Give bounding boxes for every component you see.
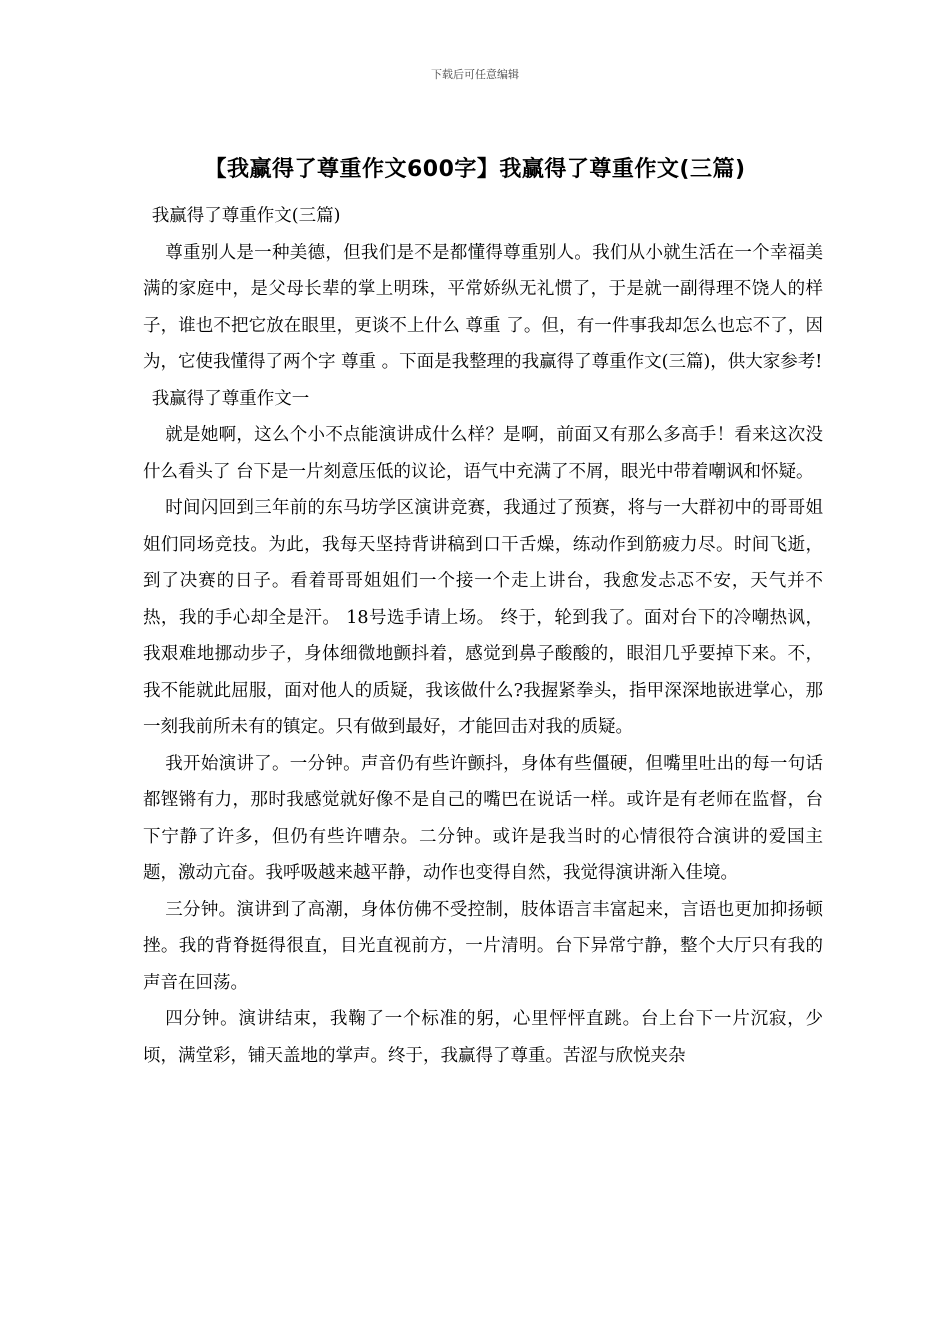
- body-paragraph: 三分钟。演讲到了高潮，身体仿佛不受控制，肢体语言丰富起来，言语也更加抑扬顿挫。我的背脊挺得很直，目光直视前方，一片清明。台下异常宁静，整个大厅只有我的声音在回荡。: [143, 899, 823, 993]
- intro-heading: 我赢得了尊重作文(三篇): [151, 206, 341, 226]
- body-paragraph: 就是她啊，这么个小不点能演讲成什么样？是啊，前面又有那么多高手！看来这次没什么看头了 台下是一片刻意压低的议论，语气中充满了不屑，眼光中带着嘲讽和怀疑。: [143, 425, 823, 482]
- body-paragraph: 四分钟。演讲结束，我鞠了一个标准的躬，心里怦怦直跳。台上台下一片沉寂，少顷，满堂彩，铺天盖地的掌声。终于，我赢得了尊重。苦涩与欣悦夹杂: [143, 1009, 823, 1066]
- document-title: 【我赢得了尊重作文600字】我赢得了尊重作文(三篇): [204, 157, 746, 182]
- body-paragraph: 我开始演讲了。一分钟。声音仍有些许颤抖，身体有些僵硬，但嘴里吐出的每一句话都铿锵有力，那时我感觉就好像不是自己的嘴巴在说话一样。或许是有老师在监督，台下宁静了许多，但仍有些许嘈杂。二分钟。或许是我当时的心情很符合演讲的爱国主题，激动亢奋。我呼吸越来越平静，动作也变得自然，我觉得演讲渐入佳境。: [143, 753, 823, 883]
- page-header-note: 下载后可任意编辑: [431, 68, 519, 81]
- essay-one-heading: 我赢得了尊重作文一: [151, 388, 310, 409]
- document-body: [143, 198, 823, 1074]
- intro-paragraph: 尊重别人是一种美德，但我们是不是都懂得尊重别人。我们从小就生活在一个幸福美满的家庭中，是父母长辈的掌上明珠，平常娇纵无礼惯了，于是就一副得理不饶人的样子，谁也不把它放在眼里，更谈不上什么 尊重 了。但，有一件事我却怎么也忘不了，因为，它使我懂得了两个字 尊重 。下面是我整理的我赢得了尊重作文(三篇)，供大家参考!: [143, 242, 823, 372]
- body-paragraph: 时间闪回到三年前的东马坊学区演讲竞赛，我通过了预赛，将与一大群初中的哥哥姐姐们同场竞技。为此，我每天坚持背讲稿到口干舌燥，练动作到筋疲力尽。时间飞逝，到了决赛的日子。看着哥哥姐姐们一个接一个走上讲台，我愈发忐忑不安，天气并不热，我的手心却全是汗。 18号选手请上场。 终于，轮到我了。面对台下的冷嘲热讽，我艰难地挪动步子，身体细微地颤抖着，感觉到鼻子酸酸的，眼泪几乎要掉下来。不，我不能就此屈服，面对他人的质疑，我该做什么?我握紧拳头，指甲深深地嵌进掌心，那一刻我前所未有的镇定。只有做到最好，才能回击对我的质疑。: [143, 498, 823, 737]
